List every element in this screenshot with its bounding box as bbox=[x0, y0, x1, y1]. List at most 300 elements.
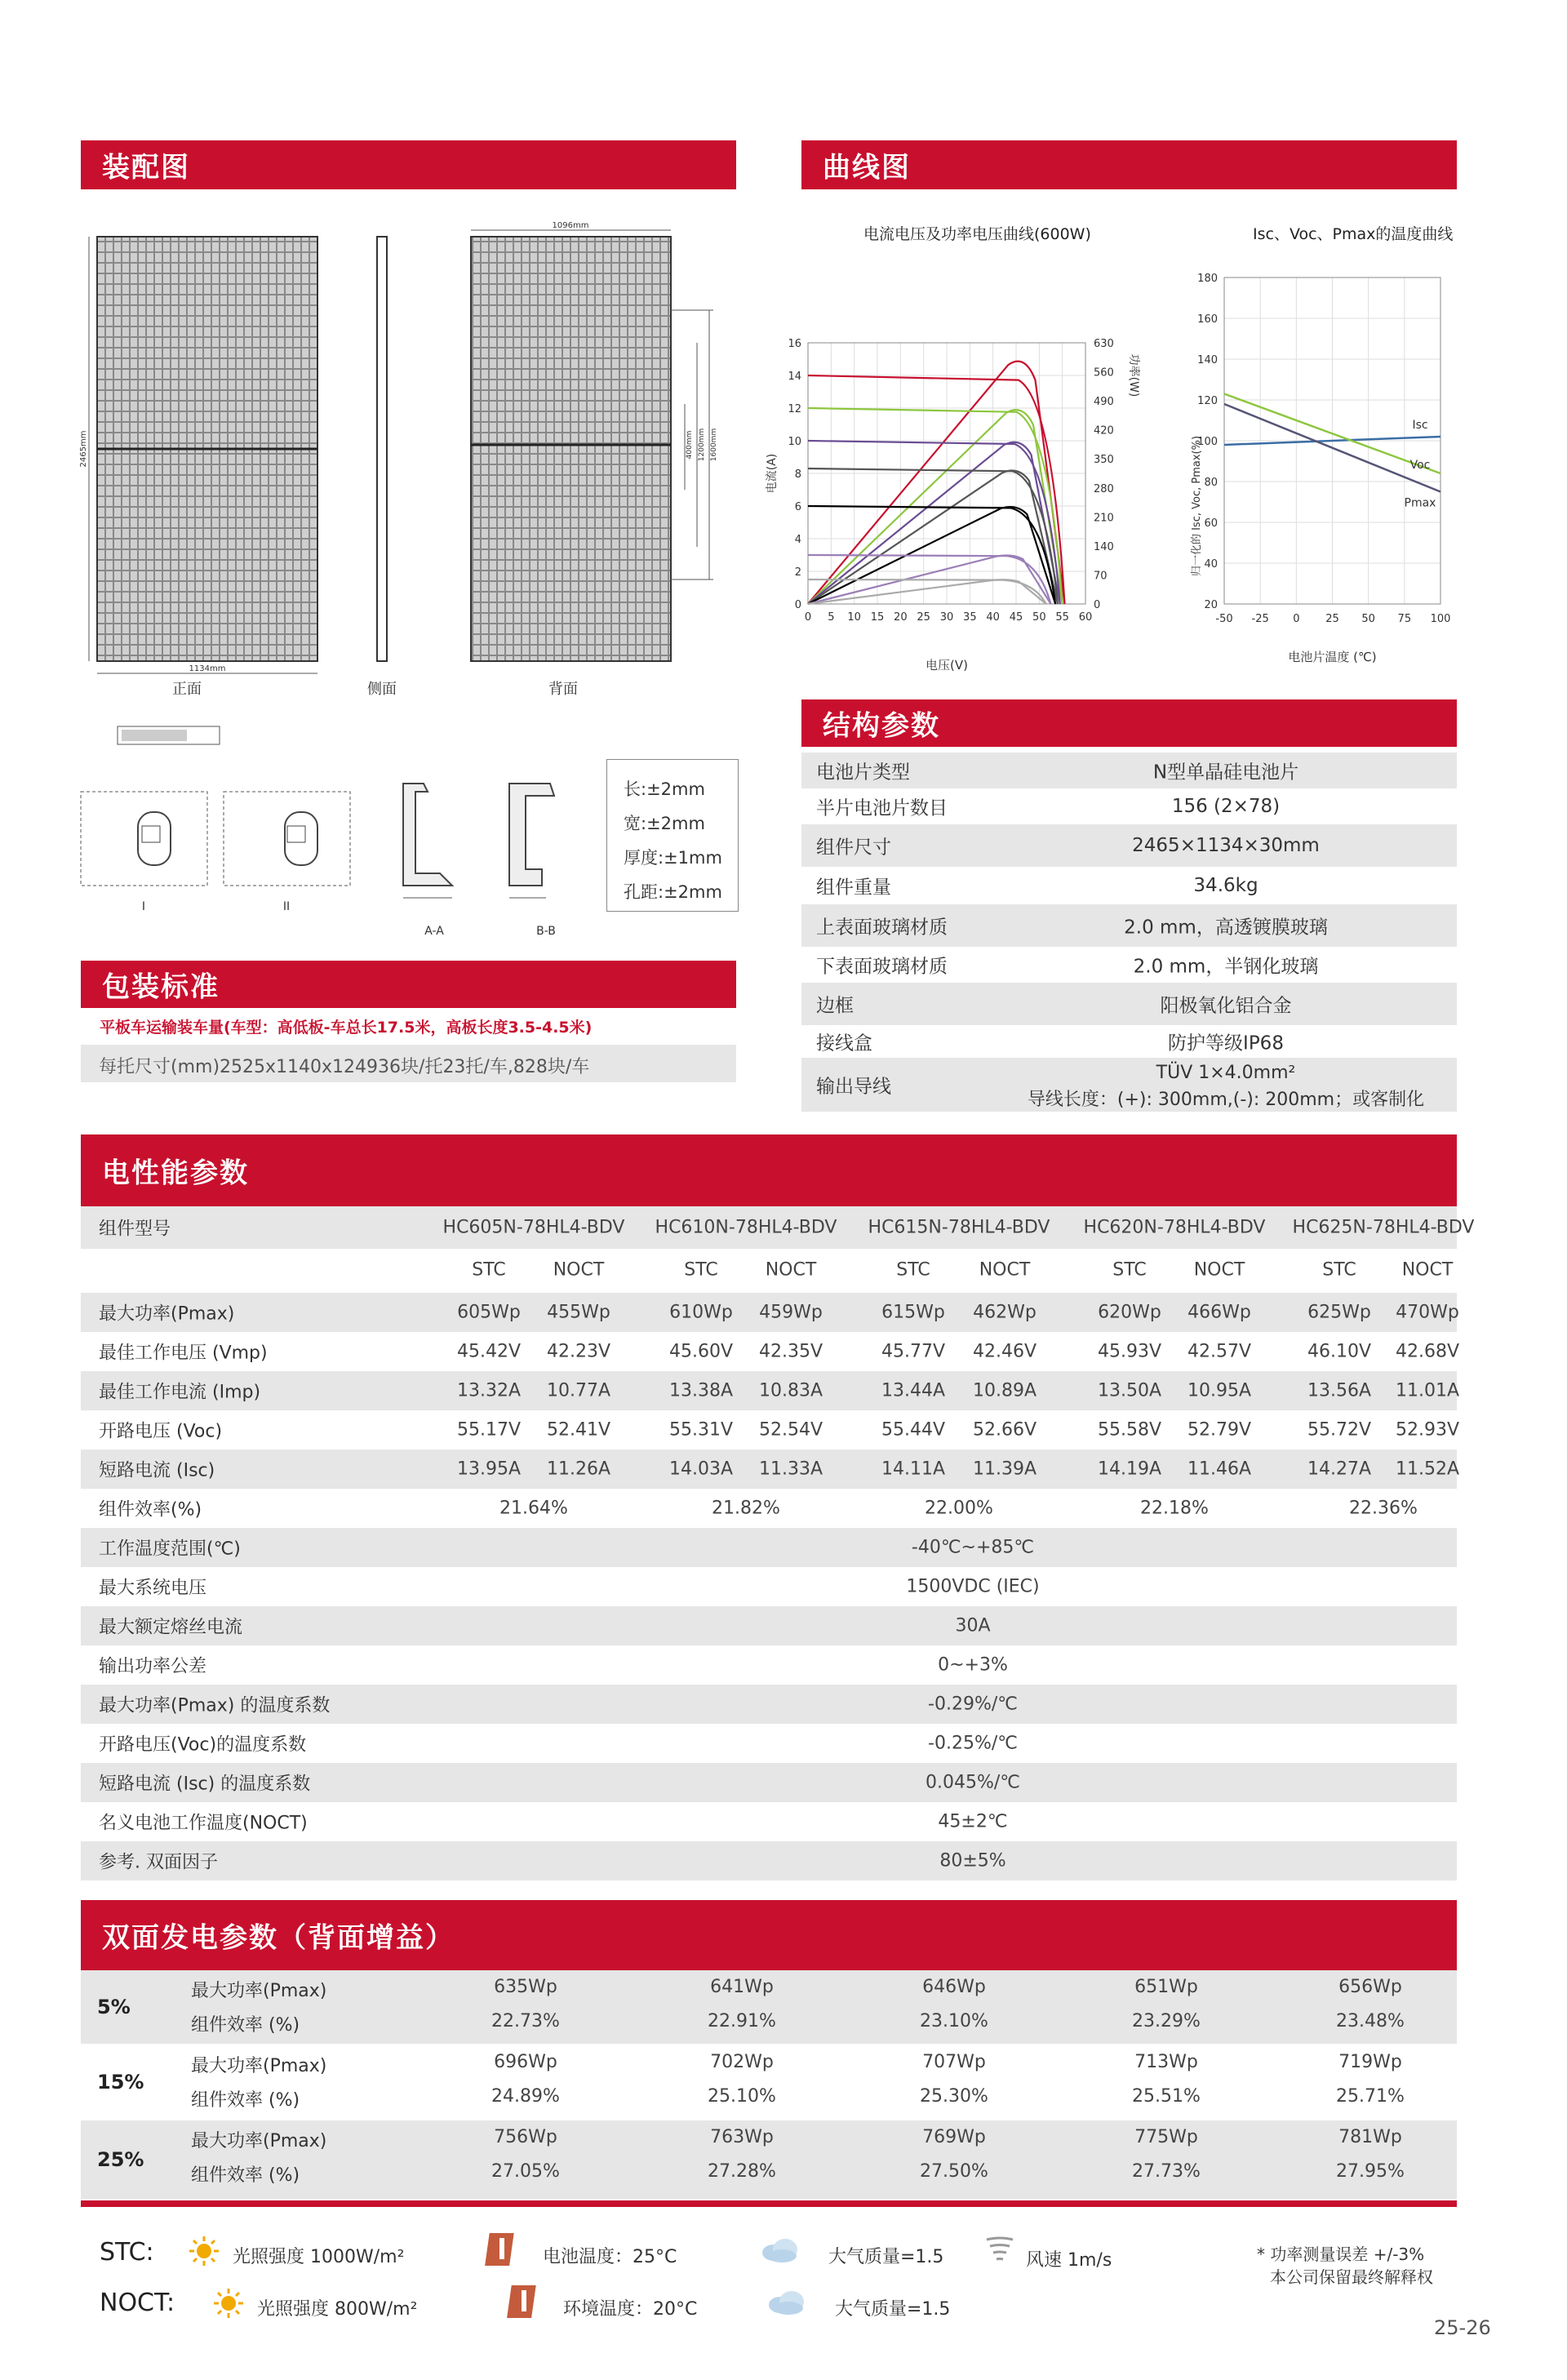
stc-header: STC bbox=[896, 1259, 930, 1281]
stc-label: STC: bbox=[100, 2238, 154, 2267]
iv-y-tick-3: 6 bbox=[794, 501, 801, 513]
bifacial-pmax-value: 756Wp bbox=[494, 2127, 557, 2147]
dim-height-text: 2465mm bbox=[79, 430, 88, 468]
bifacial-eff-label: 组件效率 (%) bbox=[191, 2015, 300, 2036]
structure-value: 阳极氧化铝合金 bbox=[1160, 995, 1292, 1017]
model-label: 组件型号 bbox=[99, 1219, 171, 1240]
param-key: 最大功率(Pmax) bbox=[99, 1303, 235, 1325]
assembly-title: 装配图 bbox=[102, 151, 190, 184]
param-value: 45±2℃ bbox=[938, 1811, 1008, 1832]
param-key: 工作温度范围(℃) bbox=[99, 1539, 241, 1560]
bifacial-eff-label: 组件效率 (%) bbox=[191, 2165, 300, 2186]
svg-text:正面: 正面 bbox=[172, 681, 202, 698]
noct-irradiance: 光照强度 800W/m² bbox=[257, 2299, 418, 2320]
note-tolerance: * 功率测量误差 +/-3% bbox=[1257, 2245, 1425, 2264]
stc-noct-row bbox=[81, 1249, 1457, 1291]
structure-key: 半片电池片数目 bbox=[816, 797, 948, 819]
efficiency-value: 22.18% bbox=[1140, 1498, 1209, 1519]
iv-chart bbox=[751, 326, 1167, 677]
temp-y-tick-8: 180 bbox=[1197, 273, 1218, 285]
temp-y-tick-6: 140 bbox=[1197, 354, 1218, 366]
tolerance-length: 长:±2mm bbox=[624, 779, 705, 799]
iv-x-tick-8: 40 bbox=[986, 611, 1000, 624]
packaging-title: 包装标准 bbox=[102, 970, 220, 1004]
noct-label: NOCT: bbox=[100, 2289, 175, 2317]
param-value: 30A bbox=[955, 1615, 991, 1636]
structure-key: 组件尺寸 bbox=[816, 837, 891, 859]
param-value: 10.83A bbox=[758, 1380, 823, 1401]
bifacial-header bbox=[81, 1900, 1457, 1970]
svg-text:400mm: 400mm bbox=[686, 430, 694, 460]
model-name: HC610N-78HL4-BDV bbox=[655, 1217, 837, 1238]
iv-y-tick-5: 10 bbox=[788, 436, 801, 448]
stc-wind: 风速 1m/s bbox=[1026, 2250, 1112, 2271]
model-name: HC615N-78HL4-BDV bbox=[868, 1217, 1050, 1238]
iv-y-tick-0: 0 bbox=[794, 599, 801, 611]
stc-irradiance: 光照强度 1000W/m² bbox=[233, 2247, 405, 2267]
param-value: 1500VDC (IEC) bbox=[906, 1576, 1040, 1597]
param-value: 620Wp bbox=[1098, 1302, 1161, 1323]
iv-x-tick-0: 0 bbox=[804, 611, 812, 624]
structure-key: 电池片类型 bbox=[816, 762, 910, 784]
param-value: 11.26A bbox=[546, 1459, 611, 1480]
thermometer-icon bbox=[488, 2231, 516, 2267]
param-value: 605Wp bbox=[457, 1302, 521, 1323]
common-row bbox=[81, 1763, 1457, 1802]
param-value: 52.66V bbox=[972, 1419, 1037, 1441]
iv-y-tick-8: 16 bbox=[788, 338, 801, 350]
packaging-pallet: 每托尺寸(mm)2525x1140x124936块/托23托/车,828块/车 bbox=[99, 1057, 590, 1077]
param-value: -40℃~+85℃ bbox=[911, 1537, 1035, 1558]
param-value: 459Wp bbox=[759, 1302, 823, 1323]
common-row bbox=[81, 1841, 1457, 1880]
param-key: 最大额定熔丝电流 bbox=[99, 1617, 243, 1638]
param-value: 14.27A bbox=[1307, 1459, 1372, 1480]
param-key: 组件效率(%) bbox=[99, 1499, 202, 1521]
bifacial-eff-label: 组件效率 (%) bbox=[191, 2090, 300, 2111]
packaging-transport: 平板车运输装车量(车型：高低板-车总长17.5米，高板长度3.5-4.5米) bbox=[100, 1019, 593, 1037]
electrical-title: 电性能参数 bbox=[102, 1157, 249, 1190]
param-value: 11.01A bbox=[1395, 1380, 1460, 1401]
bifacial-eff-value: 25.30% bbox=[920, 2086, 988, 2107]
structure-row bbox=[801, 824, 1457, 867]
structure-row bbox=[801, 983, 1457, 1025]
param-value: 462Wp bbox=[973, 1302, 1037, 1323]
temp-x-tick-0: -50 bbox=[1215, 613, 1233, 625]
efficiency-value: 21.82% bbox=[712, 1498, 780, 1519]
iv-y-tick-1: 2 bbox=[794, 566, 801, 579]
param-value: 14.19A bbox=[1097, 1459, 1162, 1480]
param-value: 625Wp bbox=[1307, 1302, 1371, 1323]
param-row bbox=[81, 1450, 1460, 1489]
temp-ylabel: 归一化的 Isc, Voc, Pmax(%) bbox=[1191, 435, 1203, 577]
bifacial-eff-value: 27.28% bbox=[708, 2161, 776, 2182]
common-row bbox=[81, 1567, 1457, 1606]
param-value: 13.32A bbox=[456, 1380, 522, 1401]
param-key: 开路电压(Voc)的温度系数 bbox=[99, 1734, 307, 1756]
noct-air-mass: 大气质量=1.5 bbox=[835, 2299, 951, 2320]
param-value: 14.11A bbox=[881, 1459, 946, 1480]
bifacial-eff-value: 23.48% bbox=[1336, 2011, 1405, 2031]
curve-header bbox=[801, 140, 1457, 189]
packaging-pallet-row bbox=[81, 1045, 736, 1082]
temp-chart-title: Isc、Voc、Pmax的温度曲线 bbox=[1253, 225, 1454, 243]
bifacial-eff-value: 24.89% bbox=[491, 2086, 560, 2107]
bifacial-eff-value: 25.10% bbox=[708, 2086, 776, 2107]
structure-key: 上表面玻璃材质 bbox=[816, 917, 948, 939]
svg-text:II: II bbox=[282, 900, 291, 913]
bottom-red-line bbox=[81, 2200, 1457, 2207]
param-value: 11.46A bbox=[1187, 1459, 1252, 1480]
tolerance-box bbox=[606, 759, 739, 912]
common-row bbox=[81, 1645, 1457, 1685]
bifacial-pmax-label: 最大功率(Pmax) bbox=[191, 2056, 327, 2076]
bifacial-group bbox=[81, 1970, 1457, 2044]
efficiency-value: 21.64% bbox=[499, 1498, 568, 1519]
param-value: 55.17V bbox=[456, 1419, 522, 1441]
param-key: 名义电池工作温度(NOCT) bbox=[99, 1813, 308, 1834]
temp-y-tick-0: 20 bbox=[1204, 599, 1218, 611]
structure-value: 156 (2×78) bbox=[1171, 796, 1281, 817]
iv-y2-tick-6: 420 bbox=[1094, 424, 1114, 437]
temp-chart bbox=[1192, 269, 1477, 677]
tolerance-hole: 孔距:±2mm bbox=[624, 882, 722, 902]
iv-y2-tick-9: 630 bbox=[1094, 338, 1114, 350]
param-key: 参考. 双面因子 bbox=[99, 1852, 218, 1873]
dim-width-text: 1134mm bbox=[189, 664, 226, 673]
svg-text:I: I bbox=[141, 900, 146, 913]
bifacial-eff-value: 27.05% bbox=[491, 2161, 560, 2182]
param-value: 46.10V bbox=[1307, 1341, 1372, 1362]
param-value: 55.44V bbox=[881, 1419, 946, 1441]
structure-value: 34.6kg bbox=[1193, 875, 1258, 896]
note-rights: 本公司保留最终解释权 bbox=[1270, 2267, 1433, 2287]
noct-header: NOCT bbox=[979, 1259, 1031, 1281]
temp-series-label-2: Pmax bbox=[1404, 496, 1436, 510]
bifacial-group bbox=[81, 2045, 1457, 2119]
temp-y-tick-3: 80 bbox=[1204, 477, 1218, 489]
bifacial-pmax-value: 646Wp bbox=[922, 1977, 986, 1997]
param-row bbox=[81, 1410, 1460, 1450]
param-value: 42.35V bbox=[758, 1341, 823, 1362]
model-row bbox=[81, 1206, 1475, 1249]
svg-text:1200mm: 1200mm bbox=[698, 428, 706, 462]
structure-row bbox=[801, 947, 1457, 983]
param-value: 13.38A bbox=[668, 1380, 734, 1401]
param-value: 610Wp bbox=[669, 1302, 733, 1323]
sun-icon-2 bbox=[212, 2287, 245, 2320]
cloud-icon-2 bbox=[766, 2287, 806, 2316]
efficiency-row bbox=[81, 1489, 1457, 1528]
param-value: 10.95A bbox=[1187, 1380, 1252, 1401]
iv-ylabel: 电流(A) bbox=[766, 453, 779, 494]
tolerance-width: 宽:±2mm bbox=[624, 814, 705, 833]
tolerance-thickness: 厚度:±1mm bbox=[624, 848, 722, 868]
stc-air-mass: 大气质量=1.5 bbox=[828, 2247, 944, 2267]
param-value: 52.41V bbox=[546, 1419, 611, 1441]
model-name: HC605N-78HL4-BDV bbox=[442, 1217, 625, 1238]
iv-y-tick-4: 8 bbox=[794, 468, 801, 481]
packaging-header bbox=[81, 961, 736, 1008]
param-key: 短路电流 (Isc) 的温度系数 bbox=[99, 1774, 311, 1795]
efficiency-value: 22.00% bbox=[925, 1498, 993, 1519]
stc-header: STC bbox=[1322, 1259, 1356, 1281]
param-row bbox=[81, 1293, 1457, 1332]
param-value: 55.72V bbox=[1307, 1419, 1372, 1441]
structure-key: 下表面玻璃材质 bbox=[816, 956, 948, 978]
noct-header: NOCT bbox=[765, 1259, 817, 1281]
bifacial-pmax-value: 702Wp bbox=[710, 2052, 774, 2072]
param-value: 45.42V bbox=[456, 1341, 522, 1362]
param-value: -0.29%/℃ bbox=[928, 1694, 1018, 1715]
bifacial-eff-value: 22.91% bbox=[708, 2011, 776, 2031]
bifacial-pmax-value: 635Wp bbox=[494, 1977, 557, 1997]
stc-header: STC bbox=[472, 1259, 506, 1281]
iv-x-tick-10: 50 bbox=[1032, 611, 1046, 624]
param-key: 最佳工作电流 (Imp) bbox=[99, 1382, 261, 1403]
svg-text:B-B: B-B bbox=[536, 925, 556, 938]
iv-x-tick-4: 20 bbox=[894, 611, 908, 624]
temp-x-tick-1: -25 bbox=[1251, 613, 1269, 625]
bifacial-eff-value: 25.71% bbox=[1336, 2086, 1405, 2107]
iv-x-tick-12: 60 bbox=[1078, 611, 1093, 624]
param-value: 0~+3% bbox=[938, 1654, 1008, 1676]
stc-header: STC bbox=[684, 1259, 718, 1281]
svg-text:侧面: 侧面 bbox=[367, 681, 397, 698]
bifacial-eff-value: 25.51% bbox=[1132, 2086, 1201, 2107]
temp-x-tick-3: 25 bbox=[1325, 613, 1339, 625]
iv-y2label: 功率(W) bbox=[1127, 353, 1140, 397]
param-key: 输出功率公差 bbox=[99, 1656, 207, 1677]
structure-header bbox=[801, 699, 1457, 747]
iv-y2-tick-8: 560 bbox=[1094, 366, 1114, 380]
pv-curve-6 bbox=[808, 579, 1046, 604]
bifacial-pmax-label: 最大功率(Pmax) bbox=[191, 2131, 327, 2151]
svg-text:1600mm: 1600mm bbox=[710, 428, 718, 462]
structure-value: 2465×1134×30mm bbox=[1132, 835, 1320, 856]
structure-row bbox=[801, 867, 1457, 904]
structure-key: 输出导线 bbox=[816, 1076, 891, 1098]
structure-row-output bbox=[801, 1058, 1457, 1112]
sun-icon bbox=[188, 2235, 220, 2267]
structure-title: 结构参数 bbox=[823, 709, 940, 743]
noct-header: NOCT bbox=[1401, 1259, 1454, 1281]
param-value: 42.68V bbox=[1395, 1341, 1460, 1362]
temp-series-label-1: Voc bbox=[1409, 459, 1431, 472]
structure-table bbox=[801, 749, 1457, 1108]
page-number: 25-26 bbox=[1434, 2316, 1491, 2339]
bifacial-pmax-value: 719Wp bbox=[1338, 2052, 1402, 2072]
iv-y2-tick-1: 70 bbox=[1094, 570, 1108, 583]
iv-x-tick-1: 5 bbox=[828, 611, 835, 624]
noct-header: NOCT bbox=[553, 1259, 605, 1281]
param-value: 80±5% bbox=[939, 1850, 1006, 1872]
bifacial-gain: 25% bbox=[97, 2148, 144, 2171]
bifacial-eff-value: 27.50% bbox=[920, 2161, 988, 2182]
param-key: 开路电压 (Voc) bbox=[99, 1421, 223, 1442]
iv-y2-tick-0: 0 bbox=[1094, 599, 1101, 611]
structure-value: TÜV 1×4.0mm² bbox=[1156, 1063, 1296, 1083]
param-value: 615Wp bbox=[881, 1302, 945, 1323]
structure-value: N型单晶硅电池片 bbox=[1152, 762, 1299, 784]
param-value: 42.23V bbox=[546, 1341, 611, 1362]
structure-value-2: 导线长度：(+): 300mm,(-): 200mm；或客制化 bbox=[1027, 1090, 1425, 1110]
bifacial-eff-value: 23.10% bbox=[920, 2011, 988, 2031]
bifacial-pmax-value: 781Wp bbox=[1338, 2127, 1402, 2147]
iv-y-tick-2: 4 bbox=[794, 534, 801, 546]
bifacial-eff-value: 22.73% bbox=[491, 2011, 560, 2031]
noct-header: NOCT bbox=[1193, 1259, 1245, 1281]
bifacial-eff-value: 27.95% bbox=[1336, 2161, 1405, 2182]
iv-curve-6 bbox=[808, 579, 1046, 604]
param-value: 42.46V bbox=[972, 1341, 1037, 1362]
bifacial-pmax-value: 707Wp bbox=[922, 2052, 986, 2072]
temp-x-tick-2: 0 bbox=[1293, 613, 1300, 625]
bifacial-pmax-value: 713Wp bbox=[1134, 2052, 1198, 2072]
iv-y2-tick-3: 210 bbox=[1094, 512, 1114, 525]
param-value: 42.57V bbox=[1187, 1341, 1252, 1362]
bifacial-gain: 5% bbox=[97, 1996, 131, 2018]
structure-row bbox=[801, 1025, 1457, 1058]
iv-x-tick-11: 55 bbox=[1055, 611, 1069, 624]
iv-xlabel: 电压(V) bbox=[926, 658, 968, 673]
bifacial-pmax-value: 769Wp bbox=[922, 2127, 986, 2147]
common-row bbox=[81, 1802, 1457, 1841]
bifacial-pmax-value: 656Wp bbox=[1338, 1977, 1402, 1997]
param-value: 52.93V bbox=[1395, 1419, 1460, 1441]
param-key: 短路电流 (Isc) bbox=[99, 1460, 215, 1481]
temp-y-tick-7: 160 bbox=[1197, 313, 1218, 326]
svg-text:A-A: A-A bbox=[424, 925, 444, 938]
bifacial-pmax-value: 775Wp bbox=[1134, 2127, 1198, 2147]
structure-value: 2.0 mm，高透镀膜玻璃 bbox=[1124, 917, 1328, 939]
side-panel bbox=[377, 237, 387, 661]
structure-row bbox=[801, 753, 1457, 788]
iv-y-tick-7: 14 bbox=[788, 371, 801, 383]
cloud-icon bbox=[759, 2235, 800, 2264]
param-value: 13.44A bbox=[881, 1380, 946, 1401]
iv-x-tick-3: 15 bbox=[870, 611, 885, 624]
param-value: -0.25%/℃ bbox=[928, 1733, 1018, 1754]
bifacial-pmax-label: 最大功率(Pmax) bbox=[191, 1981, 327, 2001]
iv-x-tick-9: 45 bbox=[1009, 611, 1023, 624]
iv-y-tick-6: 12 bbox=[788, 403, 801, 415]
param-value: 13.50A bbox=[1097, 1380, 1162, 1401]
param-key: 最大功率(Pmax) 的温度系数 bbox=[99, 1695, 331, 1716]
param-value: 470Wp bbox=[1396, 1302, 1459, 1323]
param-value: 55.31V bbox=[668, 1419, 734, 1441]
svg-text:背面: 背面 bbox=[548, 681, 578, 698]
param-value: 52.79V bbox=[1187, 1419, 1252, 1441]
wind-icon bbox=[983, 2233, 1016, 2266]
param-value: 10.77A bbox=[546, 1380, 611, 1401]
efficiency-value: 22.36% bbox=[1349, 1498, 1418, 1519]
back-panel bbox=[471, 237, 671, 661]
param-value: 13.56A bbox=[1307, 1380, 1372, 1401]
pv-curve-3 bbox=[808, 470, 1058, 604]
temp-x-tick-5: 75 bbox=[1397, 613, 1412, 625]
structure-row bbox=[801, 788, 1457, 824]
common-row bbox=[81, 1724, 1457, 1763]
iv-x-tick-7: 35 bbox=[963, 611, 977, 624]
common-row bbox=[81, 1606, 1457, 1645]
model-name: HC625N-78HL4-BDV bbox=[1292, 1217, 1475, 1238]
param-value: 11.52A bbox=[1395, 1459, 1460, 1480]
temp-series-label-0: Isc bbox=[1412, 419, 1428, 432]
iv-x-tick-5: 25 bbox=[917, 611, 930, 624]
temp-y-tick-1: 40 bbox=[1204, 558, 1218, 571]
bifacial-gain: 15% bbox=[97, 2071, 144, 2094]
temp-y-tick-4: 100 bbox=[1197, 436, 1218, 448]
temp-y-tick-5: 120 bbox=[1197, 395, 1218, 407]
bifacial-pmax-value: 696Wp bbox=[494, 2052, 557, 2072]
structure-key: 接线盒 bbox=[816, 1032, 872, 1055]
param-value: 0.045%/℃ bbox=[925, 1772, 1020, 1793]
temp-x-tick-4: 50 bbox=[1361, 613, 1375, 625]
thermometer-icon-2 bbox=[510, 2284, 538, 2320]
param-value: 10.89A bbox=[972, 1380, 1037, 1401]
structure-key: 组件重量 bbox=[816, 877, 891, 899]
bifacial-eff-value: 27.73% bbox=[1132, 2161, 1201, 2182]
structure-row bbox=[801, 904, 1457, 947]
param-value: 11.33A bbox=[758, 1459, 823, 1480]
bifacial-title: 双面发电参数（背面增益） bbox=[102, 1921, 455, 1955]
param-value: 52.54V bbox=[758, 1419, 823, 1441]
structure-value: 防护等级IP68 bbox=[1168, 1032, 1284, 1055]
param-value: 13.95A bbox=[456, 1459, 522, 1480]
bifacial-pmax-value: 651Wp bbox=[1134, 1977, 1198, 1997]
temp-xlabel: 电池片温度 (℃) bbox=[1288, 650, 1377, 664]
iv-chart-title: 电流电压及功率电压曲线(600W) bbox=[863, 225, 1091, 243]
param-value: 55.58V bbox=[1097, 1419, 1162, 1441]
structure-value: 2.0 mm，半钢化玻璃 bbox=[1133, 956, 1319, 978]
param-value: 11.39A bbox=[972, 1459, 1037, 1480]
model-name: HC620N-78HL4-BDV bbox=[1083, 1217, 1266, 1238]
electrical-header bbox=[81, 1134, 1457, 1206]
dim-back-width-text: 1096mm bbox=[552, 221, 589, 230]
iv-y2-tick-5: 350 bbox=[1094, 454, 1114, 467]
param-key: 最大系统电压 bbox=[99, 1578, 207, 1599]
param-key: 最佳工作电压 (Vmp) bbox=[99, 1343, 268, 1364]
curve-title: 曲线图 bbox=[823, 151, 911, 184]
bifacial-eff-value: 23.29% bbox=[1132, 2011, 1201, 2031]
param-value: 45.60V bbox=[668, 1341, 734, 1362]
param-row bbox=[81, 1371, 1460, 1410]
param-value: 455Wp bbox=[547, 1302, 610, 1323]
param-value: 45.77V bbox=[881, 1341, 946, 1362]
common-row bbox=[81, 1528, 1457, 1567]
structure-key: 边框 bbox=[816, 995, 854, 1017]
param-value: 466Wp bbox=[1187, 1302, 1251, 1323]
param-row bbox=[81, 1332, 1460, 1371]
iv-y2-tick-4: 280 bbox=[1094, 482, 1114, 495]
bifacial-group bbox=[81, 2120, 1457, 2199]
temp-y-tick-2: 60 bbox=[1204, 517, 1218, 530]
iv-x-tick-2: 10 bbox=[847, 611, 861, 624]
noct-env-temp: 环境温度：20°C bbox=[563, 2299, 698, 2320]
iv-x-tick-6: 30 bbox=[939, 611, 954, 624]
param-value: 45.93V bbox=[1097, 1341, 1162, 1362]
assembly-header bbox=[81, 140, 736, 189]
stc-header: STC bbox=[1112, 1259, 1147, 1281]
bifacial-pmax-value: 763Wp bbox=[710, 2127, 774, 2147]
bifacial-pmax-value: 641Wp bbox=[710, 1977, 774, 1997]
iv-y2-tick-2: 140 bbox=[1094, 540, 1114, 553]
param-value: 14.03A bbox=[668, 1459, 734, 1480]
iv-y2-tick-7: 490 bbox=[1094, 396, 1114, 409]
stc-cell-temp: 电池温度：25°C bbox=[543, 2247, 677, 2267]
temp-x-tick-6: 100 bbox=[1430, 613, 1451, 625]
